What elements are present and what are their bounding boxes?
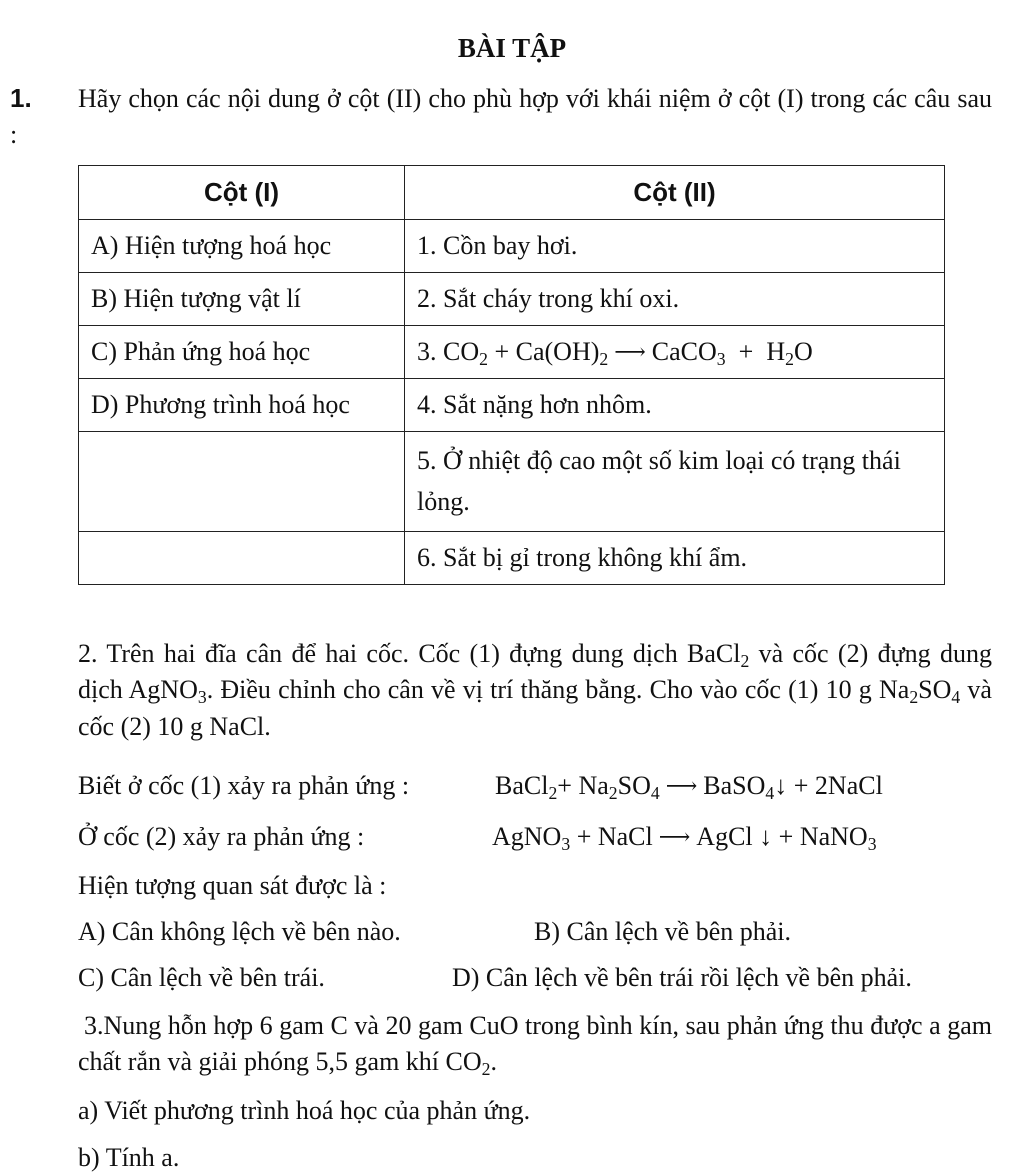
col2-cell: 5. Ở nhiệt độ cao một số kim loại có trạng thái lỏng. (405, 432, 945, 532)
col2-cell: 6. Sắt bị gỉ trong không khí ẩm. (405, 532, 945, 585)
col1-cell: C) Phản ứng hoá học (79, 326, 405, 379)
reaction-2-equation: AgNO$_3$ + NaCl ⟶ AgCl ↓ + NaNO$_3$ (492, 822, 877, 854)
col1-cell (79, 532, 405, 585)
option-b: B) Cân lệch về bên phải. (534, 917, 792, 946)
header-col-2: Cột (II) (405, 166, 945, 220)
option-a: A) Cân không lệch về bên nào. (78, 917, 401, 946)
col1-cell (79, 432, 405, 532)
reaction-1-equation: BaCl$_2$+ $Na_2SO_4$ ⟶ BaSO$_4$↓ + 2NaCl (495, 771, 883, 803)
table-row (79, 326, 945, 379)
option-c: C) Cân lệch về bên trái. (78, 963, 325, 992)
header-col-1: Cột (I) (79, 166, 405, 220)
observation-prompt: Hiện tượng quan sát được là : (78, 871, 387, 900)
question-3-part-a: a) Viết phương trình hoá học của phản ứng. (78, 1096, 531, 1125)
table-row (79, 379, 945, 432)
question-3-part-b: b) Tính a. (78, 1143, 180, 1172)
col2-cell: 2. Sắt cháy trong khí oxi. (405, 273, 945, 326)
question-1 (10, 80, 992, 154)
reaction-1-label: Biết ở cốc (1) xảy ra phản ứng : (78, 771, 410, 800)
question-3-paragraph: 3.Nung hỗn hợp 6 gam C và 20 gam CuO trong bình kín, sau phản ứng thu được a gam chất rắn và giải phóng 5,5 gam khí $CO_2$. (78, 1011, 992, 1080)
col2-cell: 1. Cồn bay hơi. (405, 220, 945, 273)
table-row (79, 273, 945, 326)
matching-table (78, 165, 945, 585)
question-2-paragraph: 2. Trên hai đĩa cân để hai cốc. Cốc (1) đựng dung dịch BaCl$_2$ và cốc (2) đựng dung dịch AgNO$_3$. Điều chỉnh cho cân về vị trí thăng bằng. Cho vào cốc (1) 10 g $Na_2SO_4$ và cốc (2) 10 g NaCl. (78, 639, 992, 741)
table-row (79, 532, 945, 585)
question-1-prompt: Hãy chọn các nội dung ở cột (II) cho phù hợp với khái niệm ở cột (I) trong các câu sau : (10, 84, 992, 150)
col2-cell: 4. Sắt nặng hơn nhôm. (405, 379, 945, 432)
col1-cell: B) Hiện tượng vật lí (79, 273, 405, 326)
precipitate-arrow-icon: ↓ (774, 771, 788, 800)
question-1-number: 1. (10, 83, 32, 113)
precipitate-arrow-icon: ↓ (759, 822, 773, 851)
table-row (79, 432, 945, 532)
reaction-2-label: Ở cốc (2) xảy ra phản ứng : (78, 822, 365, 851)
page-title: BÀI TẬP (457, 33, 567, 63)
reaction-arrow-icon: ⟶ (614, 338, 646, 364)
col1-cell: A) Hiện tượng hoá học (79, 220, 405, 273)
option-d: D) Cân lệch về bên trái rồi lệch về bên phải. (452, 963, 912, 992)
table-header-row (79, 166, 945, 220)
col2-cell-equation: 3. $CO_2 + Ca(OH)_2$ ⟶ CaCO$_3$ + $H_2O$ (405, 326, 945, 379)
reaction-arrow-icon: ⟶ (658, 824, 691, 849)
table-row (79, 220, 945, 273)
reaction-arrow-icon: ⟶ (665, 773, 698, 798)
col1-cell: D) Phương trình hoá học (79, 379, 405, 432)
